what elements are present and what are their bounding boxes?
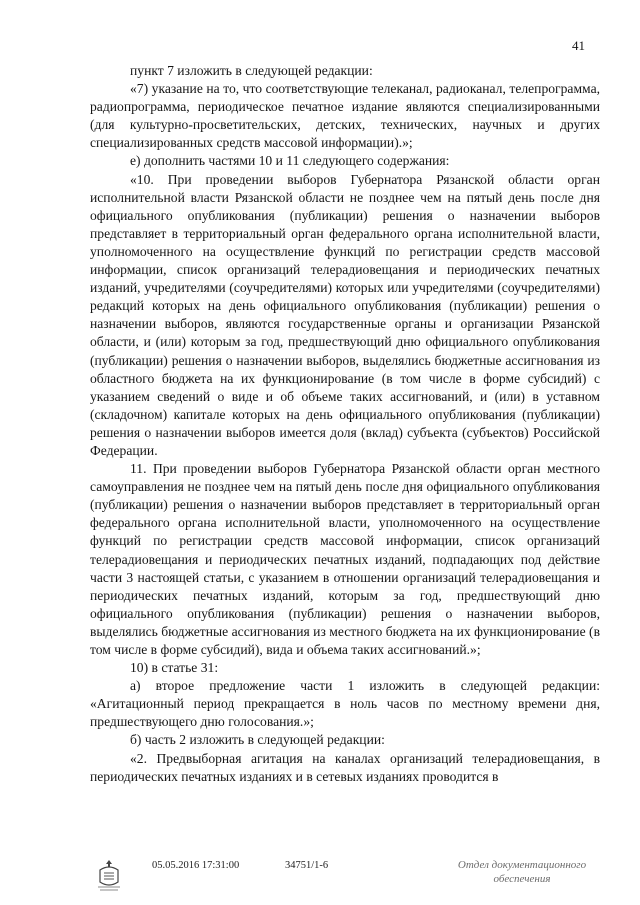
paragraph: «7) указание на то, что соответствующие телеканал, радиоканал, телепрограмма, радиопрограмма, периодическое печатное издание являются специализированными (для культурно-просветительских, детских, технических, научных и других специализированных средств массовой информации).»;: [90, 81, 600, 151]
stamp-line: обеспечения: [493, 873, 551, 885]
paragraph: 11. При проведении выборов Губернатора Рязанской области орган местного самоуправления не позднее чем на пятый день после дня официального опубликования (публикации) решения о назначении выборов представляет в территориальный орган федерального органа исполнительной власти, уполномоченного на осуществление функций по регистрации средств массовой информации, список организаций телерадиовещания и периодических печатных изданий, подпадающих под действие части 3 настоящей статьи, с указанием в отношении организаций телерадиовещания и периодических печатных изданий, которым за год, предшествующий дню официального опубликования (публикации) решения о назначении выборов, выделялись бюджетные ассигнования из местного бюджета на их функционирование (в том числе в форме субсидий), вида и объема таких ассигнований.»;: [90, 461, 600, 657]
paragraph: б) часть 2 изложить в следующей редакции:: [130, 732, 385, 748]
paragraph: «10. При проведении выборов Губернатора Рязанской области орган исполнительной власти Рязанской области не позднее чем на пятый день после дня официального опубликования (публикации) решения о назначении выборов представляет в территориальный орган федерального органа исполнительной власти, уполномоченного на осуществление функций по регистрации средств массовой информации, список организаций телерадиовещания и периодических печатных изданий, учредителями (соучредителями) которых или учредителями (соучредителями) редакций которых на день официального опубликования (публикации) решения о назначении выборов, являются государственные органы и организации Рязанской области, и (или) которым за год, предшествующий дню официального опубликования (публикации) решения о назначении выборов, выделялись бюджетные ассигнования из областного бюджета на их функционирование (в том числе в форме субсидий) с указанием сведений о виде и об объеме таких ассигнований, и (или) в уставном (складочном) капитале которых на день официального опубликования (публикации) решения о назначении выборов имеется доля (вклад) субъекта (субъектов) Российской Федерации.: [90, 171, 600, 458]
paragraph: пункт 7 изложить в следующей редакции:: [130, 63, 373, 78]
document-body: [90, 62, 600, 786]
page-number: 41: [572, 38, 585, 53]
footer-doc-number: 34751/1-6: [285, 860, 329, 871]
footer-datetime: 05.05.2016 17:31:00: [152, 860, 240, 871]
stamp-line: Отдел документационного: [457, 859, 587, 871]
paragraph: «2. Предвыборная агитация на каналах организаций телерадиовещания, в периодических печатных изданиях и в сетевых изданиях проводится в: [90, 750, 600, 784]
department-stamp: [452, 858, 592, 886]
paragraph: е) дополнить частями 10 и 11 следующего содержания:: [130, 153, 450, 169]
emblem-logo-icon: [96, 858, 122, 892]
paragraph: а) второе предложение части 1 изложить в следующей редакции: «Агитационный период прекращается в ноль часов по местному времени дня, предшествующего дню голосования.»;: [90, 678, 600, 730]
footer: [0, 858, 640, 898]
paragraph: 10) в статье 31:: [130, 660, 219, 676]
